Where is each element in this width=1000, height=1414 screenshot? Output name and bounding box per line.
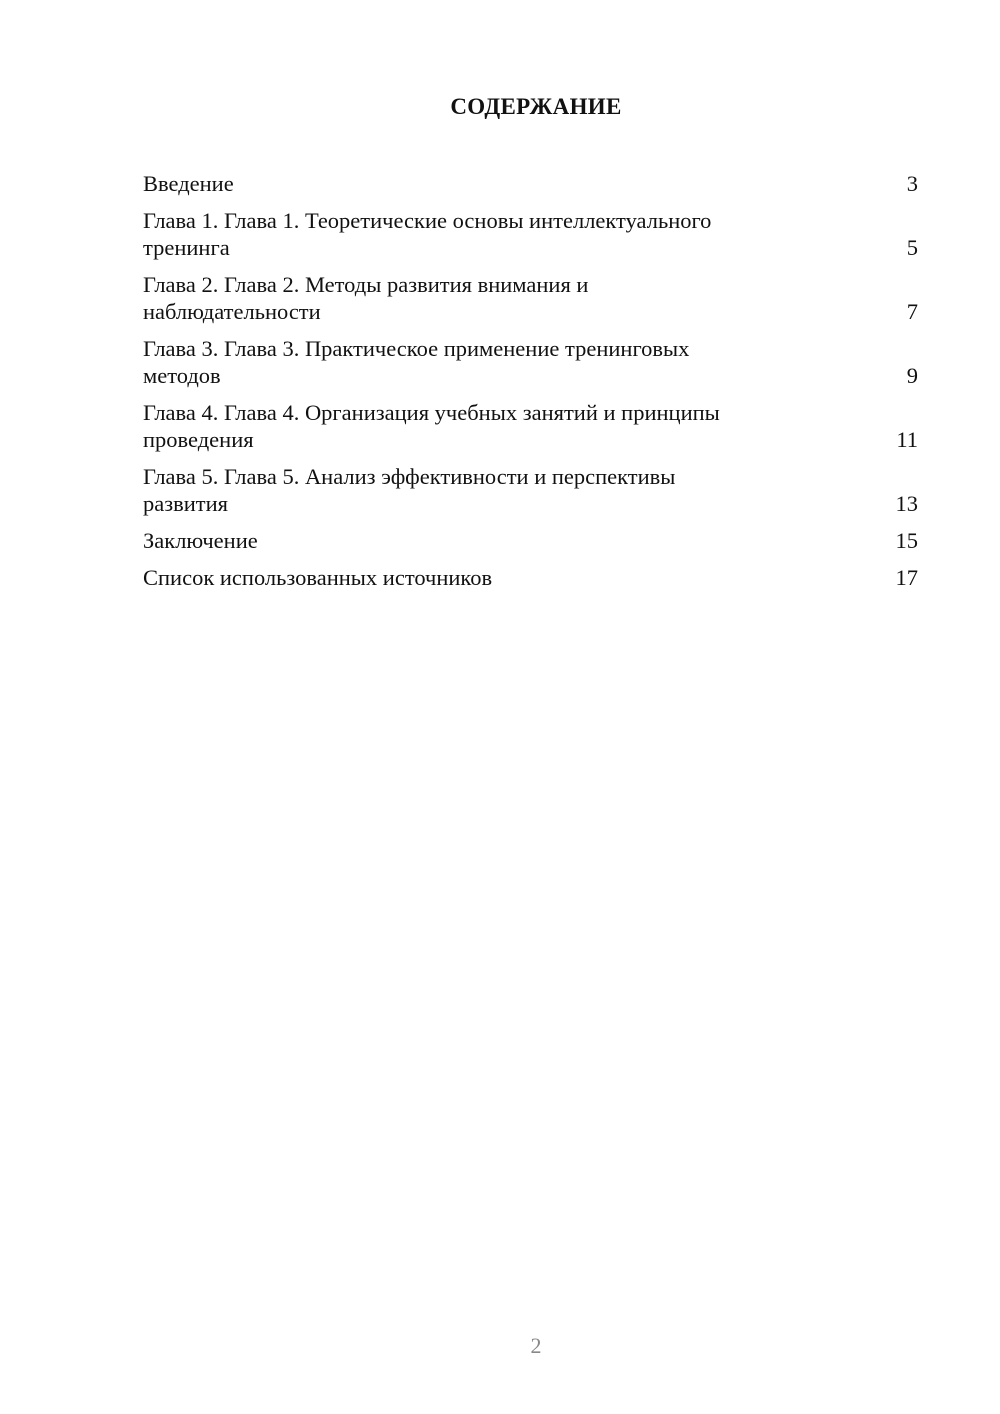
toc-entry-page: 9 (906, 363, 918, 388)
toc-entry-introduction[interactable] (143, 170, 918, 197)
toc-entry-chapter-4[interactable] (143, 399, 918, 453)
toc-entry-page: 3 (906, 171, 918, 196)
toc-entry-title: Глава 1. Глава 1. Теоретические основы интеллектуального тренинга (143, 208, 712, 260)
page-number: 2 (530, 1333, 542, 1358)
toc-entry-title: Заключение (143, 528, 258, 553)
toc-entry-conclusion[interactable] (143, 527, 918, 554)
table-of-contents (143, 170, 918, 601)
toc-entry-page: 17 (895, 565, 918, 590)
toc-entry-chapter-2[interactable] (143, 271, 918, 325)
toc-entry-page: 11 (896, 427, 918, 452)
toc-entry-chapter-1[interactable] (143, 207, 918, 261)
toc-entry-page: 13 (895, 491, 918, 516)
toc-entry-title: Список использованных источников (143, 565, 493, 590)
toc-entry-title: Глава 5. Глава 5. Анализ эффективности и перспективы развития (143, 464, 676, 516)
toc-entry-page: 15 (895, 528, 918, 553)
toc-entry-chapter-5[interactable] (143, 463, 918, 517)
page-title: СОДЕРЖАНИЕ (450, 94, 622, 119)
toc-entry-title: Глава 2. Глава 2. Методы развития внимания и наблюдательности (143, 272, 589, 324)
toc-entry-references[interactable] (143, 564, 918, 591)
toc-entry-title: Глава 4. Глава 4. Организация учебных занятий и принципы проведения (143, 400, 720, 452)
toc-entry-title: Введение (143, 171, 234, 196)
toc-entry-chapter-3[interactable] (143, 335, 918, 389)
toc-entry-title: Глава 3. Глава 3. Практическое применение тренинговых методов (143, 336, 690, 388)
toc-entry-page: 5 (906, 235, 918, 260)
toc-entry-page: 7 (906, 299, 918, 324)
